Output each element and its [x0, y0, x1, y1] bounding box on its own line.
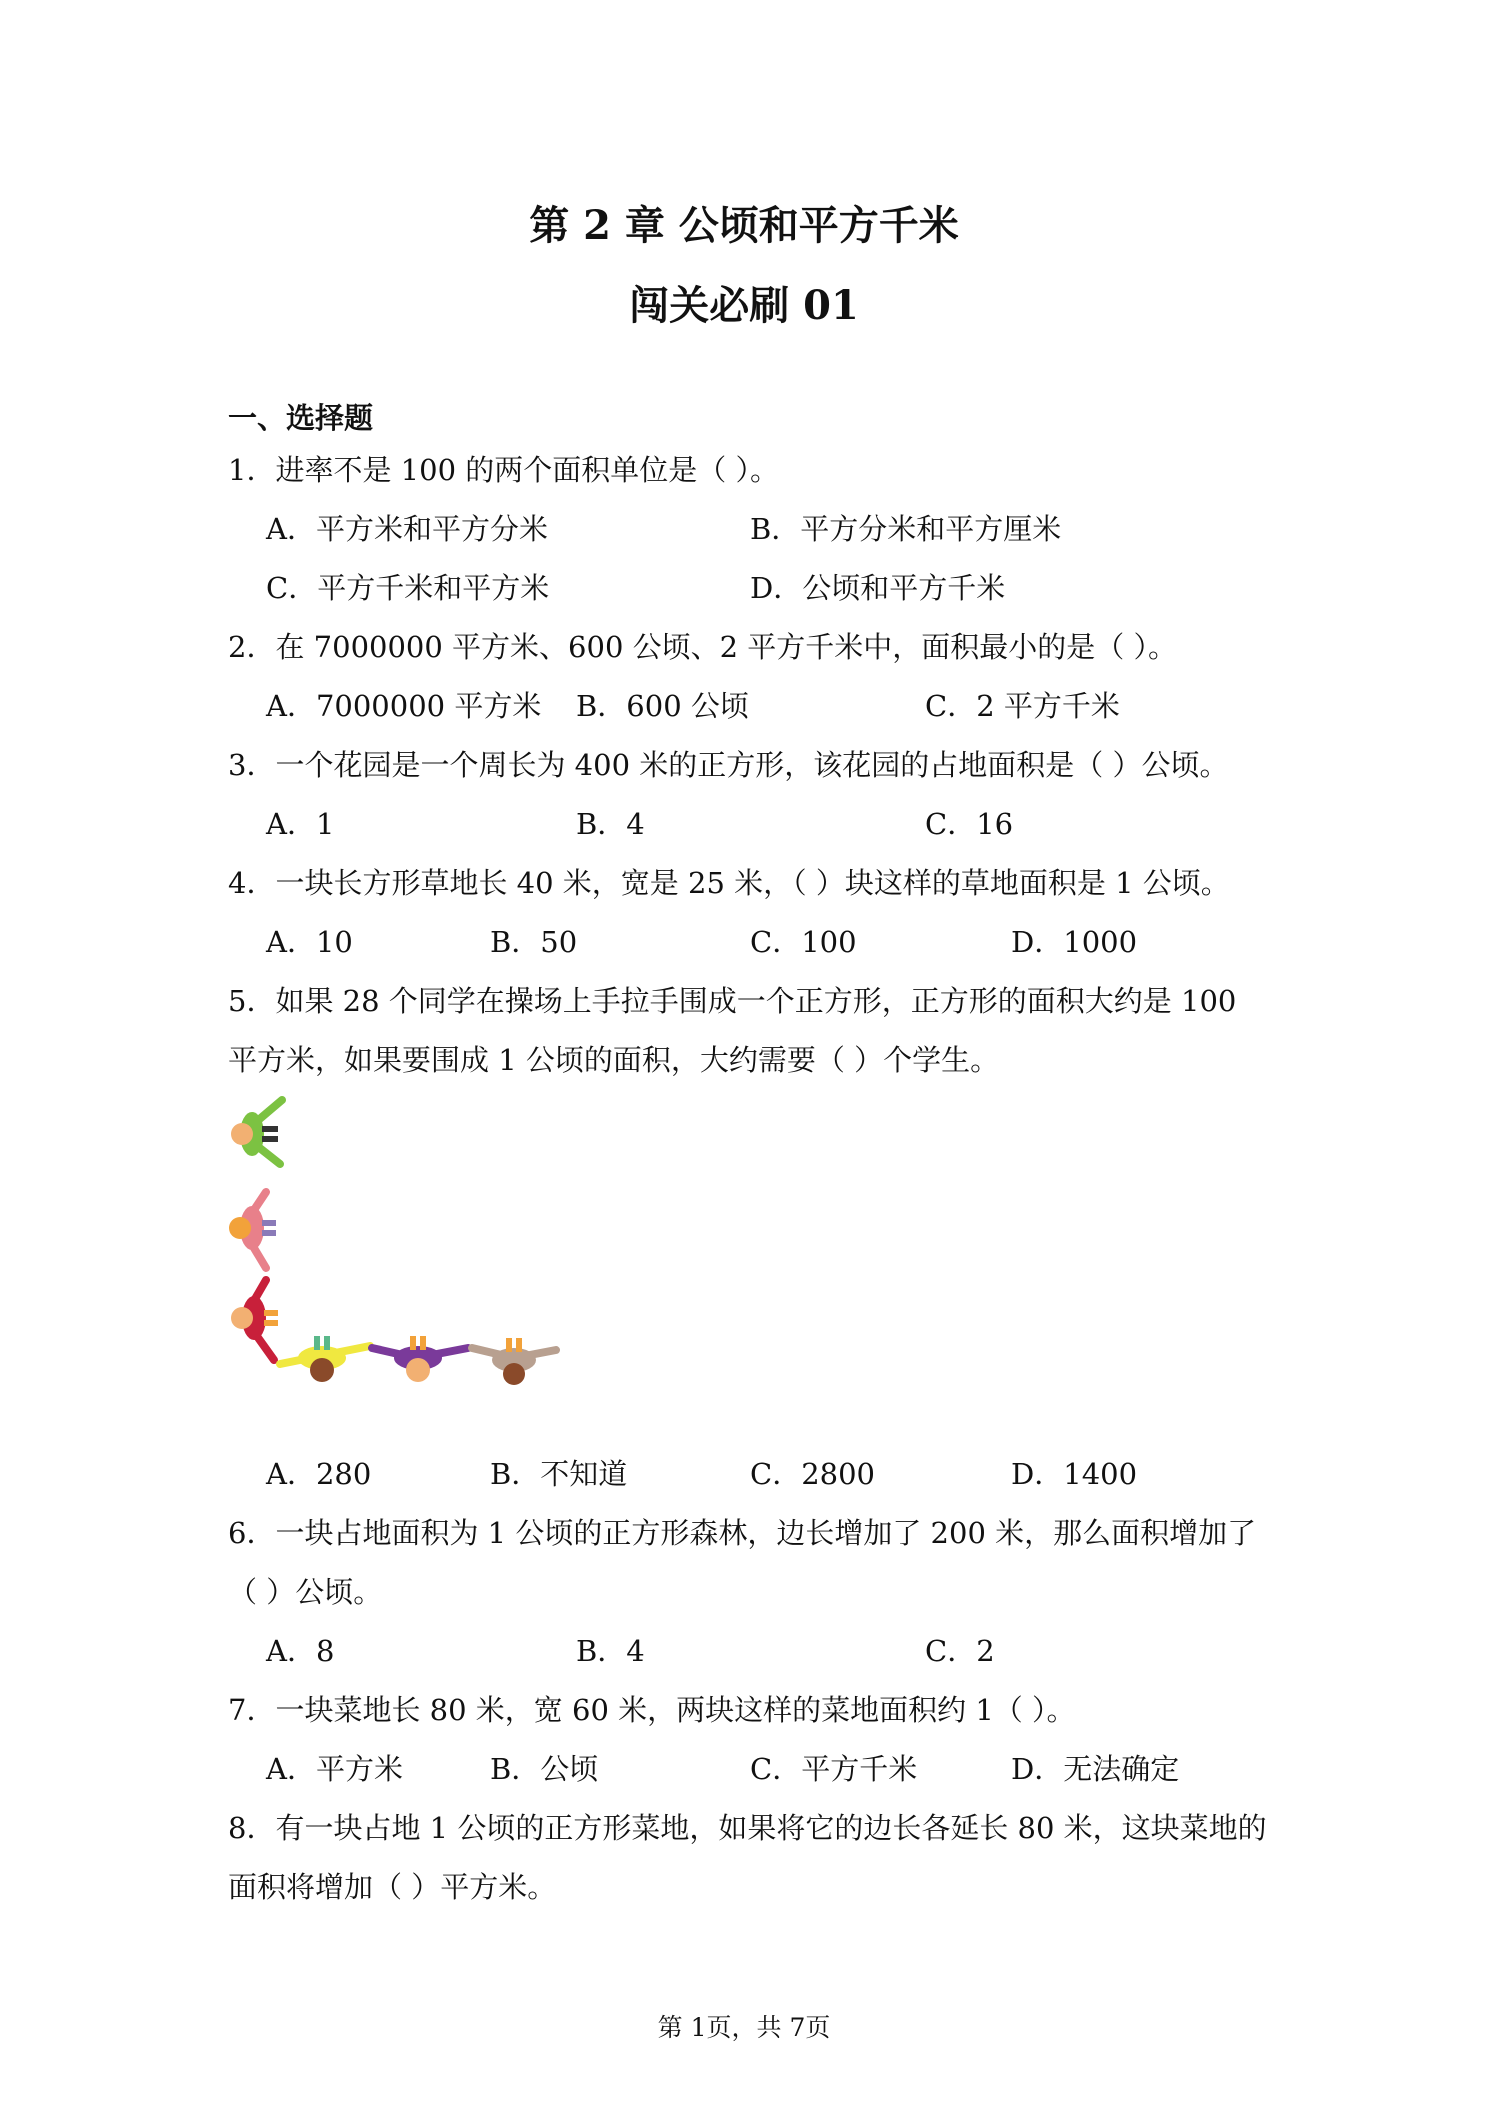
q1-option-a: A．平方米和平方分米: [266, 512, 548, 546]
question-3-text: 3．一个花园是一个周长为 400 米的正方形，该花园的占地面积是（ ）公顷。: [228, 748, 1229, 782]
q2-option-c: C．2 平方千米: [925, 689, 1120, 723]
q1-option-c: C．平方千米和平方米: [266, 571, 550, 605]
question-8-text-line2: 面积将增加（ ）平方米。: [228, 1870, 557, 1904]
question-6-text-line2: （ ）公顷。: [228, 1575, 383, 1609]
child-tan: [472, 1338, 556, 1385]
section-heading: 一、选择题: [228, 401, 374, 435]
q5-option-d: D．1400: [1011, 1457, 1138, 1491]
q7-option-a: A．平方米: [266, 1752, 403, 1786]
question-4-text: 4．一块长方形草地长 40 米，宽是 25 米，（ ）块这样的草地面积是 1 公顷。: [228, 866, 1230, 900]
q3-option-b: B．4: [576, 807, 645, 841]
q1-option-d: D．公顷和平方千米: [750, 571, 1006, 605]
children-holding-hands-figure: [222, 1096, 582, 1426]
q7-option-b: B．公顷: [490, 1752, 599, 1786]
q4-option-d: D．1000: [1011, 925, 1138, 959]
q2-option-a: A．7000000 平方米: [266, 689, 542, 723]
q6-option-b: B．4: [576, 1634, 645, 1668]
child-red: [231, 1280, 278, 1360]
question-5-text-line2: 平方米，如果要围成 1 公顷的面积，大约需要（ ）个学生。: [228, 1043, 1000, 1077]
q3-option-a: A．1: [266, 807, 335, 841]
child-purple: [372, 1336, 468, 1382]
q4-option-c: C．100: [750, 925, 857, 959]
question-7-text: 7．一块菜地长 80 米，宽 60 米，两块这样的菜地面积约 1（ ）。: [228, 1693, 1076, 1727]
question-1-text: 1．进率不是 100 的两个面积单位是（ ）。: [228, 453, 779, 487]
child-green: [231, 1100, 282, 1164]
q5-option-a: A．280: [266, 1457, 372, 1491]
q5-option-b: B．不知道: [490, 1457, 628, 1491]
q7-option-d: D．无法确定: [1011, 1752, 1180, 1786]
question-8-text-line1: 8．有一块占地 1 公顷的正方形菜地，如果将它的边长各延长 80 米，这块菜地的: [228, 1811, 1267, 1845]
q4-option-b: B．50: [490, 925, 578, 959]
question-2-text: 2．在 7000000 平方米、600 公顷、2 平方千米中，面积最小的是（ ）。: [228, 630, 1178, 664]
child-pink: [229, 1192, 276, 1268]
page-footer: 第 1页，共 7页: [657, 2013, 831, 2042]
question-6-text-line1: 6．一块占地面积为 1 公顷的正方形森林，边长增加了 200 米，那么面积增加了: [228, 1516, 1257, 1550]
q6-option-a: A．8: [266, 1634, 335, 1668]
q6-option-c: C．2: [925, 1634, 995, 1668]
page-title: 第 2 章 公顷和平方千米: [529, 202, 959, 249]
question-5-text-line1: 5．如果 28 个同学在操场上手拉手围成一个正方形，正方形的面积大约是 100: [228, 984, 1237, 1018]
q3-option-c: C．16: [925, 807, 1014, 841]
q7-option-c: C．平方千米: [750, 1752, 918, 1786]
q2-option-b: B．600 公顷: [576, 689, 749, 723]
q5-option-c: C．2800: [750, 1457, 875, 1491]
q4-option-a: A．10: [266, 925, 353, 959]
child-yellow: [280, 1336, 370, 1382]
q1-option-b: B．平方分米和平方厘米: [750, 512, 1062, 546]
page-subtitle: 闯关必刷 01: [629, 282, 859, 329]
